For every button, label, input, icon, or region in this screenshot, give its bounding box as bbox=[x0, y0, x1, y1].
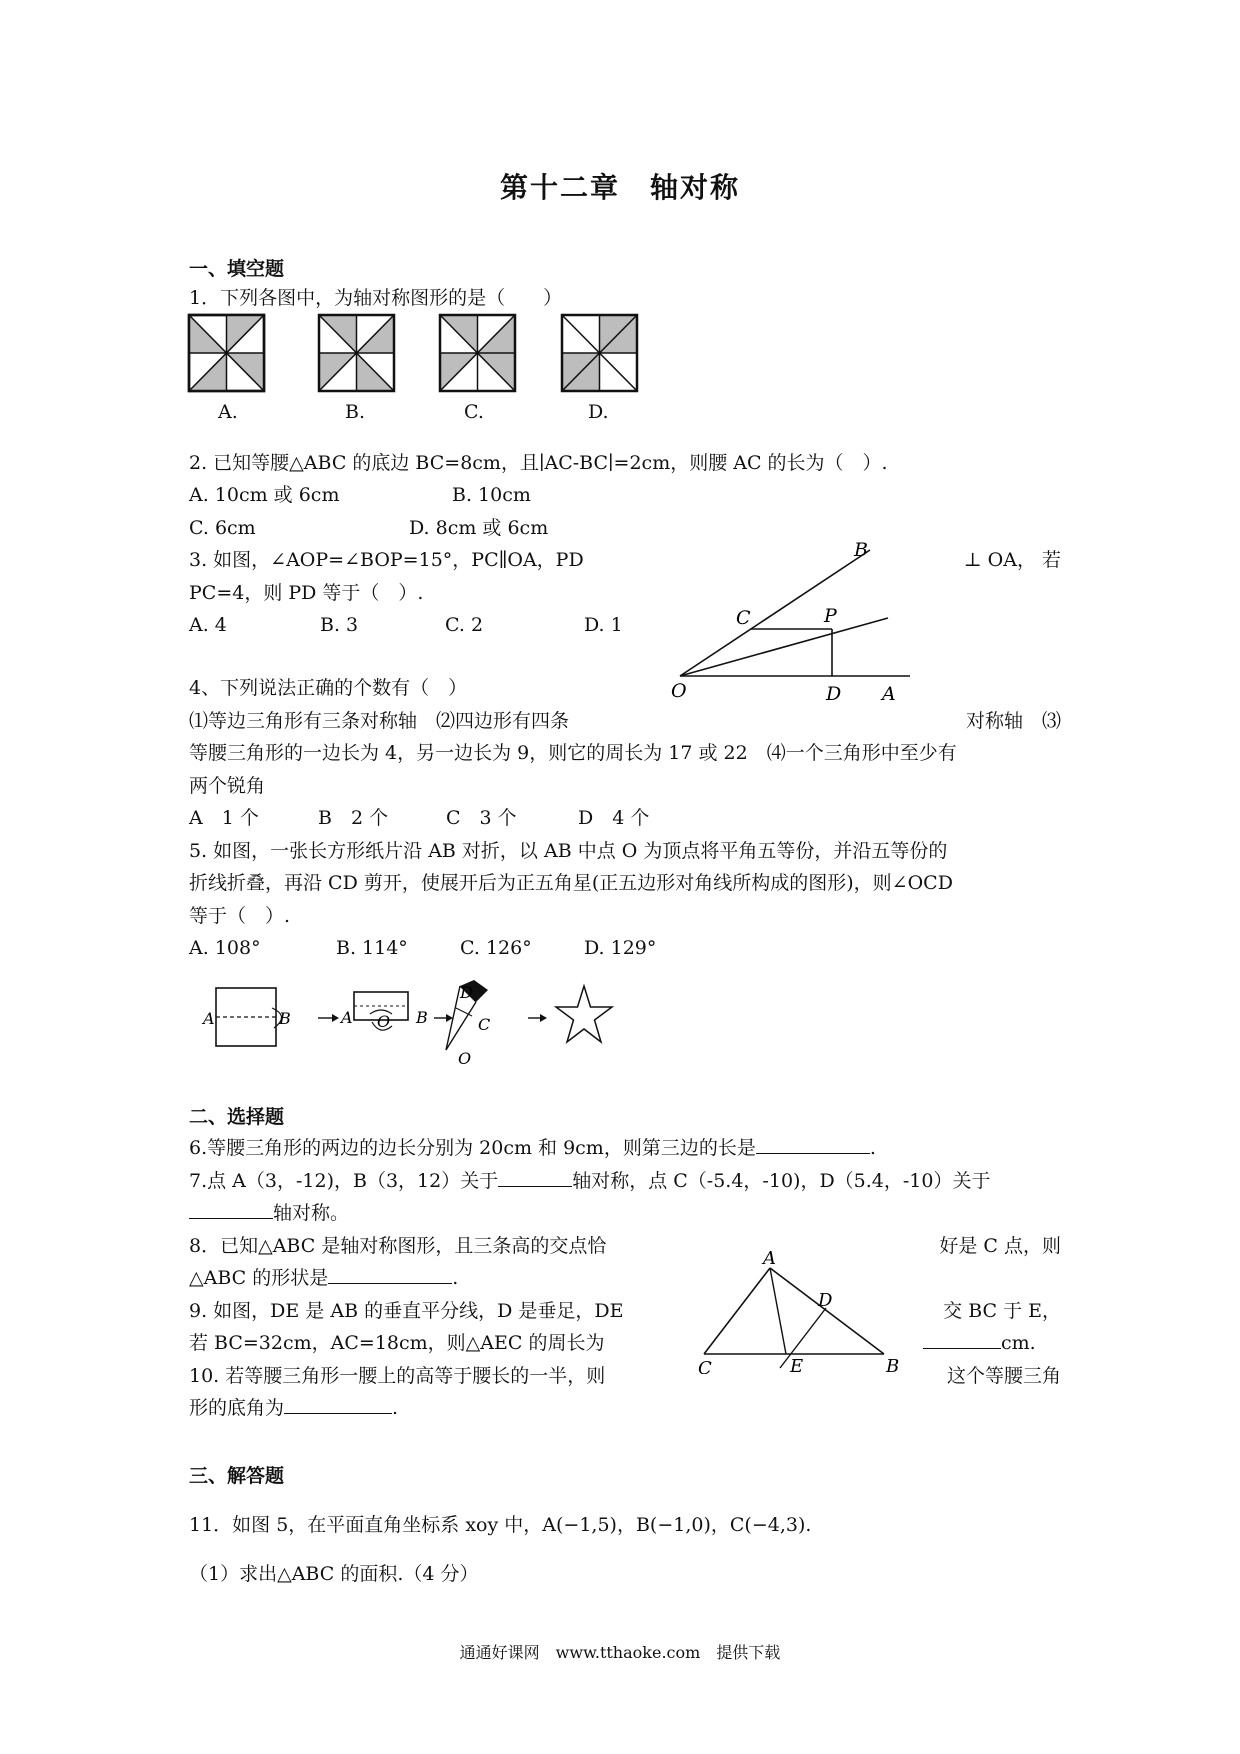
label-d: D bbox=[826, 683, 842, 705]
star-shape bbox=[556, 986, 612, 1042]
label-a: A bbox=[763, 1248, 776, 1269]
page-footer: 通通好课网 www.tthaoke.com 提供下载 bbox=[459, 1643, 781, 1662]
question-3-option-b: B. 3 bbox=[320, 614, 359, 636]
question-2-stem: 2. 已知等腰△ABC 的底边 BC=8cm，且∣AC-BC∣=2cm，则腰 AC 的长为（ ）. bbox=[189, 452, 888, 474]
question-3-option-a: A. 4 bbox=[189, 614, 227, 636]
label-c: C bbox=[736, 607, 751, 629]
question-10-line-1: 10. 若等腰三角形一腰上的高等于腰长的一半，则 bbox=[189, 1365, 606, 1387]
label-d: D bbox=[818, 1290, 833, 1311]
question-8-end: . bbox=[452, 1267, 459, 1289]
question-2-option-d: D. 8cm 或 6cm bbox=[409, 517, 549, 539]
question-4-line-1: ⑴等边三角形有三条对称轴 ⑵四边形有四条 bbox=[189, 710, 570, 732]
step2-label-a: A bbox=[341, 1008, 353, 1027]
section-heading-fill-in: 一、填空题 bbox=[189, 258, 285, 280]
label-o: O bbox=[671, 680, 687, 702]
question-9-line-1-right: 交 BC 于 E， bbox=[943, 1300, 1061, 1322]
question-9-unit: cm. bbox=[1001, 1332, 1036, 1354]
question-11-part-1: （1）求出△ABC 的面积.（4 分） bbox=[189, 1563, 479, 1585]
step3-label-o: O bbox=[458, 1049, 472, 1068]
question-8-line-1-right: 好是 C 点，则 bbox=[939, 1235, 1061, 1257]
question-3-line-1-right: ⊥ OA， 若 bbox=[963, 549, 1061, 571]
question-4-option-d: D 4 个 bbox=[578, 807, 650, 829]
question-7-line-2 bbox=[189, 1197, 349, 1229]
figure-c bbox=[440, 315, 515, 391]
question-4-option-c: C 3 个 bbox=[446, 807, 517, 829]
figure-a bbox=[189, 315, 264, 391]
question-9-blank[interactable] bbox=[923, 1328, 1001, 1349]
question-10-line-2-text: 形的底角为 bbox=[189, 1397, 285, 1419]
section-heading-choice: 二、选择题 bbox=[189, 1106, 285, 1128]
question-7-part-2: 轴对称，点 C（-5.4，-10)，D（5.4，-10）关于 bbox=[572, 1170, 991, 1192]
question-9-line-2: 若 BC=32cm，AC=18cm，则△AEC 的周长为 bbox=[189, 1332, 605, 1354]
question-3-line-1: 3. 如图，∠AOP=∠BOP=15°，PC∥OA，PD bbox=[189, 549, 584, 571]
label-p: P bbox=[824, 605, 837, 627]
question-1-option-d: D. bbox=[588, 401, 609, 423]
question-4-option-b: B 2 个 bbox=[318, 807, 389, 829]
question-3-line-2: PC=4，则 PD 等于（ ）. bbox=[189, 582, 424, 604]
figure-d bbox=[562, 315, 637, 391]
question-4-line-2: 等腰三角形的一边长为 4，另一边长为 9，则它的周长为 17 或 22 ⑷一个三角形中至少有 bbox=[189, 742, 957, 764]
question-3-option-c: C. 2 bbox=[445, 614, 484, 636]
label-b: B bbox=[854, 539, 868, 561]
step1-label-a: A bbox=[203, 1009, 215, 1028]
question-6 bbox=[189, 1132, 876, 1164]
question-1-option-a: A. bbox=[218, 401, 238, 423]
question-5-option-d: D. 129° bbox=[584, 937, 657, 959]
question-3-diagram bbox=[666, 536, 930, 708]
step3-label-d: D bbox=[460, 983, 473, 1002]
question-4-option-a: A 1 个 bbox=[189, 807, 259, 829]
question-7-blank-1[interactable] bbox=[498, 1166, 572, 1187]
question-4-line-3: 两个锐角 bbox=[189, 775, 266, 797]
question-7-part-1: 7.点 A（3，-12)，B（3，12）关于 bbox=[189, 1170, 499, 1192]
question-5-option-c: C. 126° bbox=[460, 937, 532, 959]
question-10-end: . bbox=[392, 1397, 399, 1419]
question-1-figures bbox=[186, 313, 646, 395]
question-8-line-2 bbox=[189, 1262, 458, 1294]
label-e: E bbox=[790, 1356, 804, 1374]
question-10-blank[interactable] bbox=[284, 1393, 392, 1414]
question-1-option-c: C. bbox=[464, 401, 484, 423]
label-b: B bbox=[886, 1356, 900, 1374]
label-a: A bbox=[882, 683, 896, 705]
question-8-line-2-text: △ABC 的形状是 bbox=[189, 1267, 329, 1289]
question-8-blank[interactable] bbox=[328, 1263, 452, 1284]
question-1-option-b: B. bbox=[345, 401, 366, 423]
question-2-option-a: A. 10cm 或 6cm bbox=[189, 484, 340, 506]
step1-label-b: B bbox=[279, 1009, 291, 1028]
question-9-diagram bbox=[690, 1246, 910, 1374]
question-5-option-b: B. 114° bbox=[336, 937, 408, 959]
question-3-option-d: D. 1 bbox=[584, 614, 623, 636]
question-8-line-1: 8．已知△ABC 是轴对称图形，且三条高的交点恰 bbox=[189, 1235, 607, 1257]
step3-label-c: C bbox=[478, 1015, 491, 1034]
question-6-end: . bbox=[869, 1137, 876, 1159]
question-9-line-1: 9. 如图，DE 是 AB 的垂直平分线，D 是垂足，DE bbox=[189, 1300, 624, 1322]
question-10-line-1-right: 这个等腰三角 bbox=[946, 1365, 1061, 1387]
question-5-diagram bbox=[194, 978, 624, 1068]
question-10-line-2 bbox=[189, 1392, 398, 1424]
question-6-blank[interactable] bbox=[756, 1133, 870, 1154]
step2-label-o: O bbox=[377, 1012, 391, 1031]
question-7-blank-2[interactable] bbox=[189, 1198, 273, 1219]
question-7-part-3: 轴对称。 bbox=[273, 1202, 350, 1224]
question-5-line-2: 折线折叠，再沿 CD 剪开，使展开后为正五角星(正五边形对角线所构成的图形)，则∠OCD bbox=[189, 872, 953, 894]
question-5-line-1: 5. 如图，一张长方形纸片沿 AB 对折，以 AB 中点 O 为顶点将平角五等份，并沿五等份的 bbox=[189, 840, 948, 862]
label-c: C bbox=[698, 1358, 712, 1374]
question-9-line-2-right bbox=[923, 1327, 1036, 1359]
question-1-stem: 1．下列各图中，为轴对称图形的是（ ） bbox=[189, 287, 563, 309]
page-title: 第十二章 轴对称 bbox=[499, 171, 740, 204]
question-2-option-c: C. 6cm bbox=[189, 517, 256, 539]
question-6-text: 6.等腰三角形的两边的边长分别为 20cm 和 9cm，则第三边的长是 bbox=[189, 1137, 756, 1159]
question-2-option-b: B. 10cm bbox=[452, 484, 531, 506]
question-5-line-3: 等于（ ）. bbox=[189, 905, 291, 927]
step2-label-b: B bbox=[416, 1008, 428, 1027]
question-7-line-1 bbox=[189, 1165, 991, 1197]
question-5-option-a: A. 108° bbox=[189, 937, 261, 959]
section-heading-answer: 三、解答题 bbox=[189, 1465, 285, 1487]
question-4-stem: 4、下列说法正确的个数有（ ） bbox=[189, 677, 468, 699]
figure-b bbox=[319, 315, 394, 391]
question-4-line-1-right: 对称轴 ⑶ bbox=[965, 710, 1061, 732]
question-11-stem: 11．如图 5，在平面直角坐标系 xoy 中，A(−1,5)，B(−1,0)，C(−4,3). bbox=[189, 1514, 812, 1536]
